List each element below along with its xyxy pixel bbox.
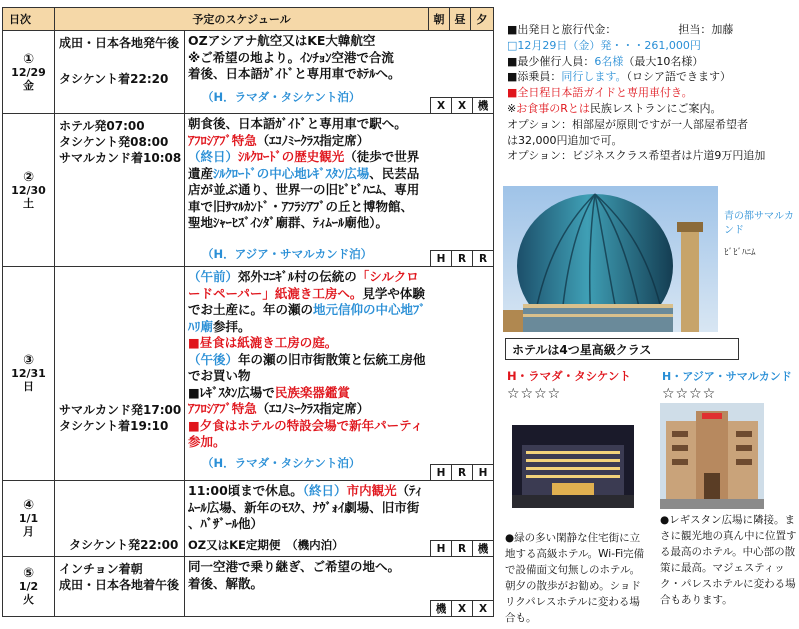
day-date: 12/29 <box>11 65 46 79</box>
detail-line: 着後、解散。 <box>188 575 264 591</box>
meal-marks <box>430 250 493 266</box>
detail-line <box>188 133 491 150</box>
detail-line: 、ﾊﾞｻﾞｰﾙ他） <box>188 516 264 531</box>
meal-lunch: R <box>451 540 472 556</box>
time-line: タシケント発08:00 <box>59 135 169 149</box>
day-row-5 <box>3 557 494 617</box>
detail-line: OZアシアナ航空又はKE大韓航空 <box>188 33 376 48</box>
meal-dinner: R <box>472 250 493 266</box>
bibi-khanym-dome-photo <box>503 186 718 332</box>
day-number: ③ <box>22 353 34 368</box>
time-line: 成田・日本各地発午後 <box>59 36 180 50</box>
time-spacer <box>59 51 184 67</box>
day-row-2 <box>3 114 494 267</box>
detail-line: ﾑｰﾙ広場、新年のﾓｽｸ、ﾅｳﾞｫｲ劇場、旧市街 <box>188 499 420 515</box>
detail-line: ードペーパー」紙漉き工房へ。見学や体験 <box>188 285 425 301</box>
meal-lunch: R <box>451 250 472 266</box>
meal-dinner: 機 <box>472 540 493 556</box>
meal-note: ※お食事のRとは民族レストランにご案内。 <box>507 101 722 115</box>
detail-line: 朝食後、日本語ｶﾞｲﾄﾞと専用車で駅へ。 <box>188 116 407 131</box>
hotel-class-box: ホテルは4つ星高級クラス <box>505 338 739 360</box>
day-date: 1/2 <box>18 580 39 593</box>
detail-line: ■ﾚｷﾞｽﾀﾝ広場で民族楽器鑑賞 <box>188 384 350 400</box>
day-weekday: 金 <box>23 78 34 92</box>
time-spacer <box>59 485 184 537</box>
detail-line: ﾊﾘ廟参拝。 <box>188 318 251 334</box>
time-line: 成田・日本各地着午後 <box>59 578 180 592</box>
day-date: 12/31 <box>11 367 46 380</box>
hotel-stay: （H．ラマダ・タシケント泊） <box>202 89 361 104</box>
meal-dinner: 機 <box>472 97 493 113</box>
day-label <box>3 31 55 114</box>
meal-breakfast: H <box>430 464 451 480</box>
time-line: タシケント着19:10 <box>59 419 169 433</box>
meal-breakfast: H <box>430 540 451 556</box>
hotel-asia-description: ●レギスタン広場に隣接。まさに観光地の真ん中に位置する最高のホテル。中心部の散策に最高。マジェスティック・パレスホテルに変わる場合もあります。 <box>660 514 797 606</box>
header-dinner: 夕 <box>471 8 494 31</box>
detail-line: ※ご希望の地より。ｲﾝﾁｮﾝ空港で合流 <box>188 49 394 65</box>
hotel-asia-stars: ☆☆☆☆ <box>662 386 717 402</box>
meal-breakfast: X <box>430 97 451 113</box>
times-cell <box>55 31 185 114</box>
time-line: サマルカンド発17:00 <box>59 403 182 417</box>
day-row-4 <box>3 481 494 557</box>
detail-line: 参加。 <box>188 434 226 449</box>
header-row <box>3 8 494 31</box>
day-number: ② <box>22 169 34 185</box>
detail-cell <box>185 557 494 617</box>
meal-lunch: R <box>451 464 472 480</box>
dome-caption: 青の都サマルカンド <box>724 211 794 236</box>
detail-line: 同一空港で乗り継ぎ、ご希望の地へ。 <box>188 559 401 574</box>
detail-line: ■昼食は紙漉き工房の庭。 <box>188 335 338 350</box>
time-line: タシケント着22:20 <box>59 72 169 86</box>
detail-cell <box>185 481 494 557</box>
day-date: 12/30 <box>11 183 46 197</box>
times-cell <box>55 481 185 557</box>
detail-line: ■夕食はホテルの特設会場で新年パーティ <box>188 417 424 433</box>
time-line: インチョン着朝 <box>59 562 143 576</box>
day-row-1 <box>3 31 494 114</box>
meal-marks <box>430 540 493 556</box>
detail-line: ｱﾌﾛｼｱﾌﾞ特急（ｴｺﾉﾐｰｸﾗｽ指定席） <box>188 401 370 416</box>
detail-line: 聖地ｼｬｰﾋｽﾞｲﾝﾀﾞ廟群、ﾃｨﾑｰﾙ廟他）。 <box>188 215 389 230</box>
option-single-room-price: は32,000円追加で可。 <box>507 133 623 147</box>
day-weekday: 土 <box>23 196 34 210</box>
schedule-table <box>2 7 494 617</box>
hotel-asia-name: H・アジア・サマルカンド <box>662 370 792 383</box>
detail-line: でお買い物 <box>188 368 251 383</box>
header-lunch: 昼 <box>450 8 471 31</box>
times-cell <box>55 557 185 617</box>
day-weekday: 日 <box>23 380 34 393</box>
detail-line-mixed: 遺産ｼﾙｸﾛｰﾄﾞの中心地ﾚｷﾞｽﾀﾝ広場、民芸品 <box>188 165 420 181</box>
time-spacer <box>59 271 184 402</box>
day-number: ① <box>22 51 34 67</box>
meal-breakfast: H <box>430 250 451 266</box>
detail-line-red: ｱﾌﾛｼｱﾌﾞ特急（ｴｺﾉﾐｰｸﾗｽ指定席） <box>188 132 370 148</box>
day-date: 1/1 <box>18 512 39 525</box>
time-line: ホテル発07:00 <box>59 119 145 133</box>
tour-info <box>507 22 797 164</box>
dome-subcaption: ﾋﾞﾋﾞﾊﾆﾑ <box>724 248 756 258</box>
option-single-room: オプション：相部屋が原則ですが一人部屋希望者 <box>507 117 749 131</box>
day-label <box>3 481 55 557</box>
day-label <box>3 114 55 267</box>
departure-date-price: □12月29日（金）発・・・261,000円 <box>507 38 701 52</box>
detail-line: OZ又はKE定期便 （機内泊） <box>188 537 344 552</box>
detail-cell <box>185 31 494 114</box>
detail-line: （午後）年の瀬の旧市街散策と伝統工房他 <box>188 351 426 367</box>
meal-dinner: X <box>472 600 493 616</box>
detail-line: 11:00頃まで休息。（終日）市内観光（ﾃｨ <box>188 483 422 498</box>
guide-note: ■全日程日本語ガイドと専用車付き。 <box>507 86 693 100</box>
day-label <box>3 557 55 617</box>
hotel-ramada-name: H・ラマダ・タシケント <box>507 369 631 383</box>
detail-line: （午前）郊外ｺﾆｷﾞﾙ村の伝統の「シルクロ <box>188 269 419 284</box>
day-label <box>3 267 55 481</box>
tour-conductor: ■添乗員：同行します。（ロシア語できます） <box>507 70 732 84</box>
hotel-ramada-description: ●緑の多い閑静な住宅街に立地する高級ホテル。Wi-Fi完備で設備面文句無しのホテル。朝夕の散歩がお勧め。ショドリクパレスホテルに変わる場合も。 <box>505 532 645 624</box>
day-number: ⑤ <box>22 566 34 581</box>
detail-line: 車で旧ｻﾏﾙｶﾝﾄﾞ・ｱﾌﾗｼｱﾌﾞの丘と博物館、 <box>188 198 414 214</box>
header-breakfast: 朝 <box>429 8 450 31</box>
meal-lunch: X <box>451 600 472 616</box>
times-cell <box>55 114 185 267</box>
day-number: ④ <box>22 498 34 513</box>
detail-line <box>188 166 491 183</box>
day-row-3 <box>3 267 494 481</box>
detail-line <box>188 149 491 166</box>
detail-line: 着後、日本語ｶﾞｲﾄﾞと専用車でﾎﾃﾙへ。 <box>188 66 401 81</box>
min-participants: ■最少催行人員：6名様（最大10名様） <box>507 54 704 68</box>
header-day: 日次 <box>3 8 55 31</box>
hotel-stay: （H．ラマダ・タシケント泊） <box>202 455 361 470</box>
meal-marks <box>430 97 493 113</box>
option-business-class: オプション：ビジネスクラス希望者は片道9万円追加 <box>507 149 766 163</box>
departure-price-heading: ■出発日と旅行代金： 担当：加藤 <box>507 23 734 36</box>
detail-line-mixed: （終日）ｼﾙｸﾛｰﾄﾞの歴史観光（徒歩で世界 <box>188 149 420 164</box>
day-weekday: 月 <box>23 525 34 538</box>
times-cell <box>55 267 185 481</box>
meal-marks <box>430 464 493 480</box>
detail-cell <box>185 114 494 267</box>
time-line: タシケント発22:00 <box>69 538 179 552</box>
meal-marks <box>430 600 493 616</box>
hotel-asia-photo <box>660 403 764 509</box>
day-weekday: 火 <box>23 593 34 606</box>
hotel-ramada-photo <box>512 425 634 508</box>
detail-line: でお土産に。年の瀬の地元信仰の中心地ﾌﾞ <box>188 302 426 317</box>
detail-cell <box>185 267 494 481</box>
time-line: サマルカンド着10:08 <box>59 151 182 165</box>
staff-name: 担当：加藤 <box>678 23 734 36</box>
detail-line: 店が並ぶ通り、世界一の旧ﾋﾞﾋﾞﾊﾆﾑ、専用 <box>188 182 420 197</box>
header-schedule: 予定のスケジュール <box>55 8 429 31</box>
meal-lunch: X <box>451 97 472 113</box>
meal-dinner: H <box>472 464 493 480</box>
meal-breakfast: 機 <box>430 600 451 616</box>
hotel-stay: （H．アジア・サマルカンド泊） <box>202 246 373 261</box>
hotel-ramada-stars: ☆☆☆☆ <box>507 386 562 402</box>
